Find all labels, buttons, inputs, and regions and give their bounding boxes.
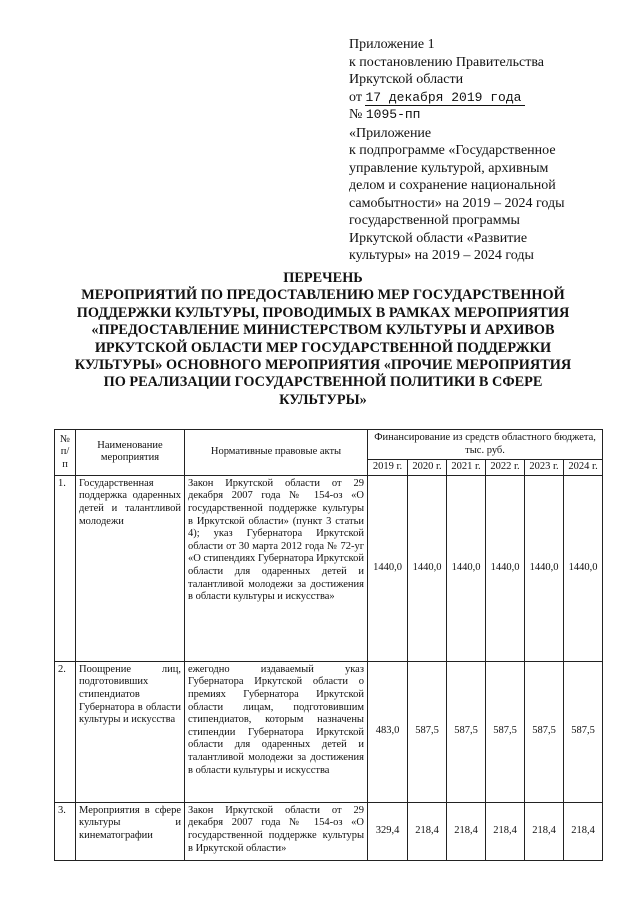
row-value: 218,4 bbox=[525, 802, 564, 860]
annex-sub-line: делом и сохранение национальной bbox=[349, 178, 556, 193]
document-title bbox=[40, 270, 606, 409]
header-financing: Финансирование из средств областного бюджета, тыс. руб. bbox=[368, 430, 603, 460]
table-row bbox=[55, 661, 603, 802]
row-value: 1440,0 bbox=[564, 475, 603, 661]
row-acts: Закон Иркутской области от 29 декабря 2007 года № 154-оз «О государственной поддержке культуры в Иркутской области» bbox=[185, 802, 368, 860]
title-line: КУЛЬТУРЫ» ОСНОВНОГО МЕРОПРИЯТИЯ «ПРОЧИЕ МЕРОПРИЯТИЯ bbox=[74, 357, 572, 374]
annex-sub-line: Иркутской области «Развитие bbox=[349, 230, 528, 246]
row-value: 587,5 bbox=[564, 661, 603, 802]
row-value: 1440,0 bbox=[447, 475, 486, 661]
annex-sub-line: управление культурой, архивным bbox=[349, 160, 549, 176]
header-year: 2019 г. bbox=[368, 460, 408, 476]
title-line: МЕРОПРИЯТИЙ ПО ПРЕДОСТАВЛЕНИЮ МЕР ГОСУДАРСТВЕННОЙ bbox=[81, 287, 565, 304]
measures-table bbox=[54, 429, 603, 861]
annex-sub-line: самобытности» на 2019 – 2024 годы bbox=[349, 195, 565, 211]
table-row bbox=[55, 802, 603, 860]
annex-ref-line: к постановлению Правительства bbox=[349, 54, 545, 70]
row-value: 587,5 bbox=[447, 661, 486, 802]
annex-sub-line: культуры» на 2019 – 2024 годы bbox=[349, 248, 534, 263]
row-value: 587,5 bbox=[525, 661, 564, 802]
annex-number-prefix: № bbox=[349, 107, 363, 122]
row-name: Мероприятия в сфере культуры и кинематографии bbox=[76, 802, 185, 860]
row-acts: ежегодно издаваемый указ Губернатора Иркутской области о премиях Губернатора Иркутской области лицам, подготовившим стипендиатов, которым назначены стипендии Губернатора Иркутской области для одаренных детей и талантливой молодежи за достижения в области культуры и искусства bbox=[185, 661, 368, 802]
header-num: № п/п bbox=[55, 430, 76, 476]
row-acts: Закон Иркутской области от 29 декабря 2007 года № 154-оз «О государственной поддержке культуры в Иркутской области» (пункт 3 статьи 4); указ Губернатора Иркутской области от 30 марта 2012 года № 72-уг «О стипендиях Губернатора Иркутской области для одаренных детей и талантливой молодежи за достижения в области культуры и искусства» bbox=[185, 475, 368, 661]
row-value: 1440,0 bbox=[368, 475, 408, 661]
row-num: 1. bbox=[55, 475, 76, 661]
row-value: 1440,0 bbox=[525, 475, 564, 661]
title-line: ПО РЕАЛИЗАЦИИ ГОСУДАРСТВЕННОЙ ПОЛИТИКИ В СФЕРЕ bbox=[103, 374, 543, 391]
annex-title: Приложение 1 bbox=[349, 37, 435, 52]
row-name: Поощрение лиц, подготовивших стипендиатов Губернатора в области культуры и искусства bbox=[76, 661, 185, 802]
row-value: 1440,0 bbox=[408, 475, 447, 661]
header-name: Наименование мероприятия bbox=[76, 430, 185, 476]
header-year: 2024 г. bbox=[564, 460, 603, 476]
table-header-row bbox=[55, 430, 603, 460]
annex-sub-block bbox=[349, 125, 609, 265]
annex-number-line bbox=[349, 106, 609, 124]
annex-sub-line: государственной программы bbox=[349, 213, 520, 228]
header-year: 2020 г. bbox=[408, 460, 447, 476]
row-value: 329,4 bbox=[368, 802, 408, 860]
annex-sub-line: к подпрограмме «Государственное bbox=[349, 143, 556, 158]
header-year: 2021 г. bbox=[447, 460, 486, 476]
annex-header bbox=[349, 36, 609, 265]
annex-date-prefix: от bbox=[349, 89, 362, 105]
row-value: 483,0 bbox=[368, 661, 408, 802]
title-line: ИРКУТСКОЙ ОБЛАСТИ МЕР ГОСУДАРСТВЕННОЙ ПОДДЕРЖКИ bbox=[94, 339, 552, 356]
row-value: 218,4 bbox=[564, 802, 603, 860]
table-row bbox=[55, 475, 603, 661]
row-value: 1440,0 bbox=[486, 475, 525, 661]
header-acts: Нормативные правовые акты bbox=[185, 430, 368, 476]
row-value: 218,4 bbox=[408, 802, 447, 860]
title-line: ПОДДЕРЖКИ КУЛЬТУРЫ, ПРОВОДИМЫХ В РАМКАХ МЕРОПРИЯТИЯ bbox=[76, 304, 570, 321]
row-num: 3. bbox=[55, 802, 76, 860]
annex-region-line: Иркутской области bbox=[349, 72, 464, 87]
title-line: КУЛЬТУРЫ» bbox=[279, 391, 367, 408]
annex-date-value: 17 декабря 2019 года bbox=[365, 90, 525, 106]
row-value: 587,5 bbox=[486, 661, 525, 802]
row-num: 2. bbox=[55, 661, 76, 802]
header-year: 2022 г. bbox=[486, 460, 525, 476]
annex-sub-line: «Приложение bbox=[349, 125, 432, 141]
row-name: Государственная поддержка одаренных детей и талантливой молодежи bbox=[76, 475, 185, 661]
annex-number-value: 1095-пп bbox=[365, 107, 421, 122]
title-line: «ПРЕДОСТАВЛЕНИЕ МИНИСТЕРСТВОМ КУЛЬТУРЫ И АРХИВОВ bbox=[91, 322, 555, 339]
row-value: 218,4 bbox=[486, 802, 525, 860]
annex-date-line bbox=[349, 89, 609, 107]
header-year: 2023 г. bbox=[525, 460, 564, 476]
row-value: 218,4 bbox=[447, 802, 486, 860]
row-value: 587,5 bbox=[408, 661, 447, 802]
title-line: ПЕРЕЧЕНЬ bbox=[283, 270, 363, 286]
